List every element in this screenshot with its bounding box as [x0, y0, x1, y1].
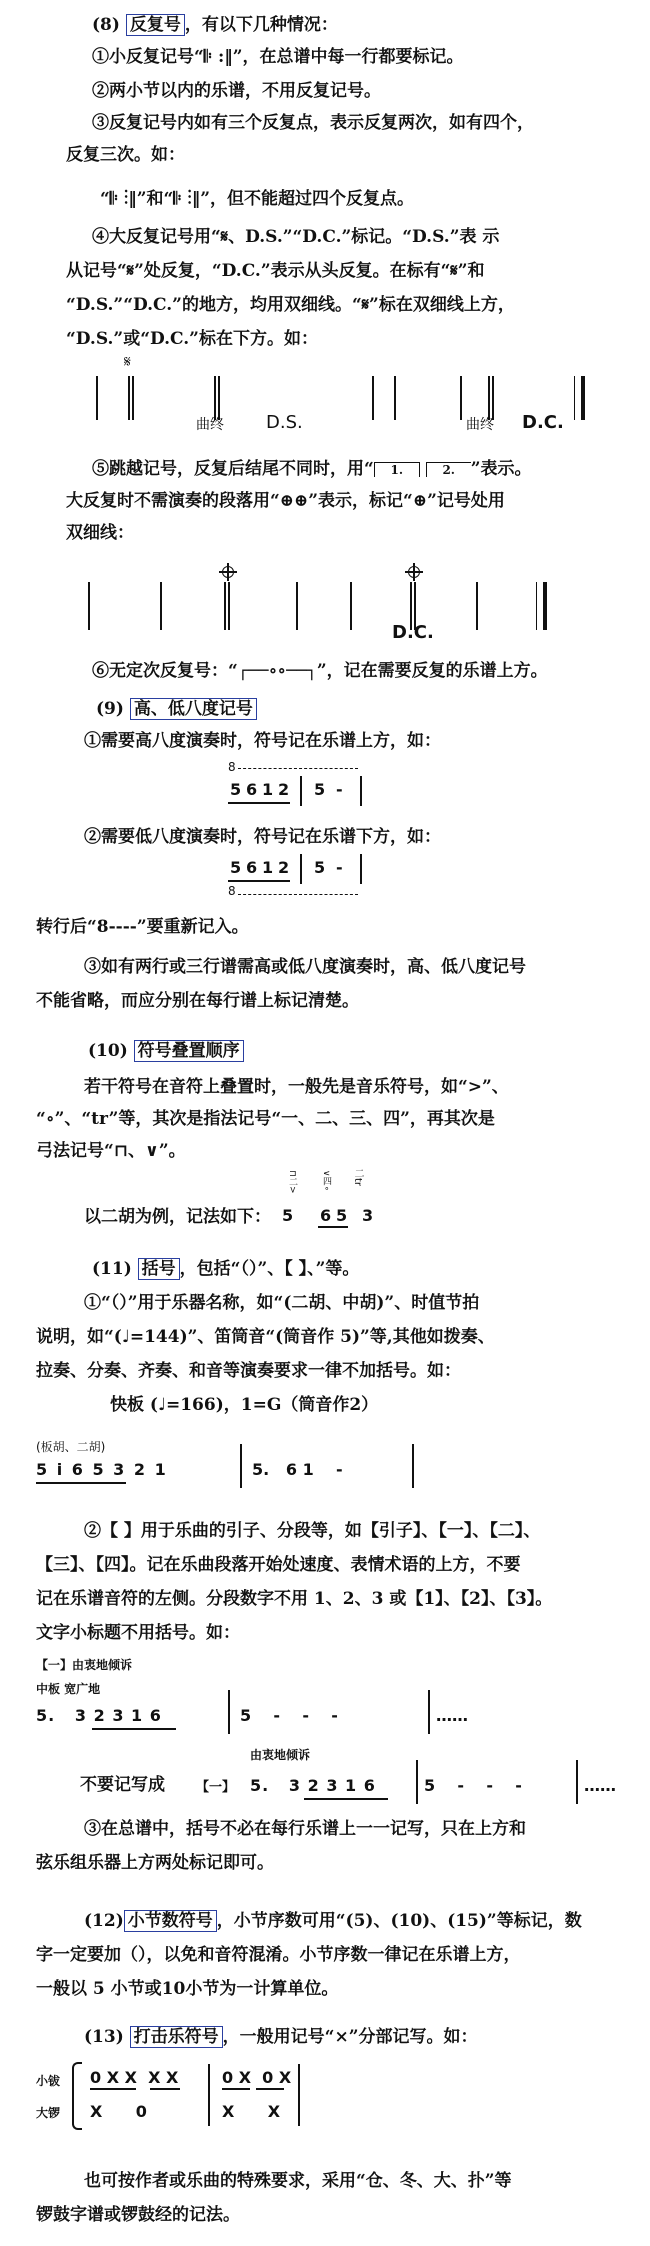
barline — [96, 376, 98, 420]
paragraph: 大反复时不需演奏的段落用“⊕⊕”表示，标记“⊕”记号处用 — [66, 491, 505, 511]
ellipsis: …… — [584, 1776, 616, 1795]
barline — [88, 582, 90, 630]
note: 5 — [314, 780, 326, 799]
paragraph: 若干符号在音符上叠置时，一般先是音乐符号，如“>”、 — [84, 1077, 509, 1097]
barline — [208, 2064, 210, 2126]
beam — [256, 2088, 284, 2090]
dc-label: D.C. — [522, 412, 564, 433]
section-number: (8) — [92, 15, 120, 35]
section-title: 高、低八度记号 — [130, 698, 257, 720]
barline — [394, 376, 396, 420]
paragraph: “D.S.”或“D.C.”标在下方。如： — [66, 329, 318, 349]
tempo-label: 中板 宽广地 — [36, 1682, 101, 1696]
notes: 5. 3 2 3 1 6 — [36, 1706, 162, 1725]
notes: 5. 3 2 3 1 6 — [250, 1776, 376, 1795]
beam — [228, 802, 264, 804]
paragraph: ③反复记号内如有三个反复点，表示反复两次，如有四个， — [92, 113, 534, 133]
notes: 5 i 6 5 3 2 1 — [36, 1460, 168, 1479]
paragraph: 反复三次。如： — [66, 145, 185, 165]
volta-1-bracket: 1. — [374, 462, 420, 477]
repeat-example: “𝄆 ⁝‖”和“𝄆 ⁝‖”，但不能超过四个反复点。 — [100, 189, 414, 209]
barline — [228, 582, 230, 630]
paragraph: 一般以 5 小节或10小节为一计算单位。 — [36, 1979, 339, 1999]
paragraph: 弦乐组乐器上方两处标记即可。 — [36, 1853, 274, 1873]
paragraph: 以二胡为例，记法如下： — [84, 1207, 271, 1227]
barline — [428, 1690, 430, 1734]
paragraph: ②【 】用于乐曲的引子、分段等，如【引子】、【一】、【二】、 — [84, 1521, 541, 1541]
final-barline — [536, 582, 547, 630]
barline — [160, 582, 162, 630]
note: 2 — [278, 780, 290, 799]
barline — [360, 776, 362, 806]
beam — [262, 802, 290, 804]
text: ”表示。 — [470, 459, 532, 479]
barline — [416, 1760, 418, 1804]
stacked-marks: 二tr — [352, 1168, 363, 1187]
note: 6 — [246, 858, 258, 877]
barline — [298, 2064, 300, 2126]
note: 6 — [246, 780, 258, 799]
paragraph: ②需要低八度演奏时，符号记在乐谱下方，如： — [84, 827, 441, 847]
barline — [300, 854, 302, 884]
text: ，小节序数可用“(5)、(10)、(15)”等标记，数 — [216, 1911, 582, 1931]
text: ⑤跳越记号，反复后结尾不同时，用“ — [92, 459, 374, 479]
section-title: 小节数符号 — [124, 1910, 217, 1932]
octave-dashes — [238, 894, 358, 895]
barline — [360, 854, 362, 884]
stacked-marks: ∨四∘ — [321, 1170, 331, 1192]
section-intro: ，有以下几种情况： — [184, 15, 338, 35]
beam — [90, 2088, 136, 2090]
note: 5 — [230, 780, 242, 799]
note: - — [336, 780, 343, 799]
stacked-marks: ⊓二> — [287, 1170, 297, 1194]
barline — [476, 582, 478, 630]
section-number: (9) — [96, 699, 124, 719]
paragraph: 记在乐谱音符的左侧。分段数字不用 1、2、3 或【1】、【2】、【3】。 — [36, 1589, 553, 1609]
paragraph: 从记号“𝄋”处反复，“D.C.”表示从头反复。在标有“𝄋”和 — [66, 261, 485, 281]
section-8-heading — [92, 14, 338, 36]
beam — [318, 1226, 348, 1228]
note: 1 — [262, 858, 274, 877]
note: 6 — [320, 1206, 332, 1225]
barline — [460, 376, 462, 420]
barline — [300, 776, 302, 806]
paragraph: ⑥无定次反复号：“┌──∘∘──┐”，记在需要反复的乐谱上方。 — [92, 661, 548, 681]
notes: 5 - - - — [424, 1776, 522, 1795]
paragraph: 拉奏、分奏、齐奏、和音等演奏要求一律不加括号。如： — [36, 1361, 461, 1381]
fine-label: 曲终 — [466, 417, 494, 433]
beam — [262, 880, 290, 882]
section-number: (10) — [88, 1041, 128, 1061]
coda-icon — [222, 566, 234, 578]
paragraph: “∘”、“tr”等，其次是指法记号“一、二、三、四”，再其次是 — [36, 1109, 495, 1129]
percussion-notes: X X — [222, 2102, 281, 2121]
barline — [240, 1444, 242, 1488]
paragraph: ①“（）”用于乐器名称，如“(二胡、中胡)”、时值节拍 — [84, 1293, 480, 1313]
barline — [412, 1444, 414, 1488]
beam — [304, 1798, 388, 1800]
beam — [228, 880, 264, 882]
paragraph: “D.S.”“D.C.”的地方，均用双细线。“𝄋”标在双细线上方， — [66, 295, 515, 315]
note: 5 — [230, 858, 242, 877]
note: 3 — [362, 1206, 374, 1225]
beam — [222, 2088, 250, 2090]
paragraph: 不能省略，而应分别在每行谱上标记清楚。 — [36, 991, 359, 1011]
ds-label: D.S. — [266, 412, 303, 433]
paragraph: ①需要高八度演奏时，符号记在乐谱上方，如： — [84, 731, 441, 751]
section-title: 符号叠置顺序 — [134, 1040, 244, 1062]
paragraph: ①小反复记号“𝄆 :‖”，在总谱中每一行都要标记。 — [92, 47, 464, 67]
paragraph: ③在总谱中，括号不必在每行乐谱上一一记写，只在上方和 — [84, 1819, 526, 1839]
section-label: 由衷地倾诉 — [250, 1748, 311, 1762]
instrument-label: 小钹 — [36, 2074, 61, 2088]
paragraph: 文字小标题不用括号。如： — [36, 1623, 240, 1643]
paragraph: 双细线： — [66, 523, 134, 543]
note: 5 — [336, 1206, 348, 1225]
final-barline — [574, 376, 585, 420]
percussion-notes: 0 X X X X — [90, 2068, 179, 2087]
tempo-line: 快板 (♩=166)，1=G（筒音作2） — [110, 1395, 379, 1415]
section-number: (11) — [92, 1259, 132, 1279]
barline — [128, 376, 130, 420]
section-title: 反复号 — [126, 14, 185, 36]
percussion-notes: 0 X 0 X — [222, 2068, 292, 2087]
octave-dashes — [238, 768, 358, 769]
instrument-label: 大锣 — [36, 2106, 61, 2120]
barline — [350, 582, 352, 630]
segno-icon: 𝄋 — [124, 352, 131, 371]
barline — [224, 582, 226, 630]
barline — [372, 376, 374, 420]
octave-mark: 8 — [228, 760, 236, 774]
section-number: (13) — [84, 2027, 124, 2047]
paragraph: ③如有两行或三行谱需高或低八度演奏时，高、低八度记号 — [84, 957, 526, 977]
note: 5 — [282, 1206, 294, 1225]
section-9-heading — [96, 698, 257, 720]
paragraph: 转行后“8----”要重新记入。 — [36, 917, 249, 937]
note: 5 — [314, 858, 326, 877]
volta-2-bracket: 2. — [426, 462, 471, 477]
section-number: (12) — [84, 1911, 124, 1931]
section-title: 括号 — [138, 1258, 180, 1280]
note: 2 — [278, 858, 290, 877]
paragraph: 字一定要加（），以免和音符混淆。小节序数一律记在乐谱上方， — [36, 1945, 521, 1965]
paragraph: 弓法记号“⊓、∨”。 — [36, 1141, 186, 1161]
note: 1 — [262, 780, 274, 799]
section-title: 打击乐符号 — [130, 2026, 223, 2048]
beam — [92, 1728, 176, 1730]
fine-label: 曲终 — [196, 417, 224, 433]
notes: 5. 6 1 - — [252, 1460, 343, 1479]
percussion-notes: X 0 — [90, 2102, 147, 2121]
section-label: 【一】由衷地倾诉 — [36, 1658, 133, 1672]
paragraph — [92, 458, 531, 480]
warning-label: 不要记写成 — [80, 1775, 165, 1795]
section-intro: ，包括“（）”、【 】、”等。 — [179, 1259, 360, 1279]
barline — [576, 1760, 578, 1804]
notes: 5 - - - — [240, 1706, 338, 1725]
beam — [150, 2088, 180, 2090]
section-intro: ，一般用记号“×”分部记写。如： — [222, 2027, 478, 2047]
octave-mark: 8 — [228, 884, 236, 898]
beam — [36, 1482, 126, 1484]
paragraph: 【三】、【四】。记在乐曲段落开始处速度、表情术语的上方，不要 — [36, 1555, 521, 1575]
note: - — [336, 858, 343, 877]
paragraph: ④大反复记号用“𝄋、D.S.”“D.C.”标记。“D.S.”表 示 — [92, 227, 500, 247]
paragraph: ②两小节以内的乐谱，不用反复记号。 — [92, 81, 381, 101]
section-12-heading — [84, 1910, 582, 1932]
barline — [296, 582, 298, 630]
section-10-heading — [88, 1040, 244, 1062]
section-11-heading — [92, 1258, 359, 1280]
section-13-heading — [84, 2026, 477, 2048]
instrument-label: (板胡、二胡) — [36, 1440, 106, 1454]
paragraph: 也可按作者或乐曲的特殊要求，采用“仓、冬、大、扑”等 — [84, 2171, 512, 2191]
bracket-label: 【一】 — [196, 1780, 236, 1795]
ellipsis: …… — [436, 1706, 468, 1725]
dc-label: D.C. — [392, 622, 434, 643]
paragraph: 说明，如“(♩=144)”、笛筒音“(筒音作 5)”等,其他如拨奏、 — [36, 1327, 495, 1347]
coda-icon — [408, 566, 420, 578]
barline — [228, 1690, 230, 1734]
paragraph: 锣鼓字谱或锣鼓经的记法。 — [36, 2205, 240, 2225]
barline — [132, 376, 134, 420]
system-brace — [72, 2062, 82, 2130]
